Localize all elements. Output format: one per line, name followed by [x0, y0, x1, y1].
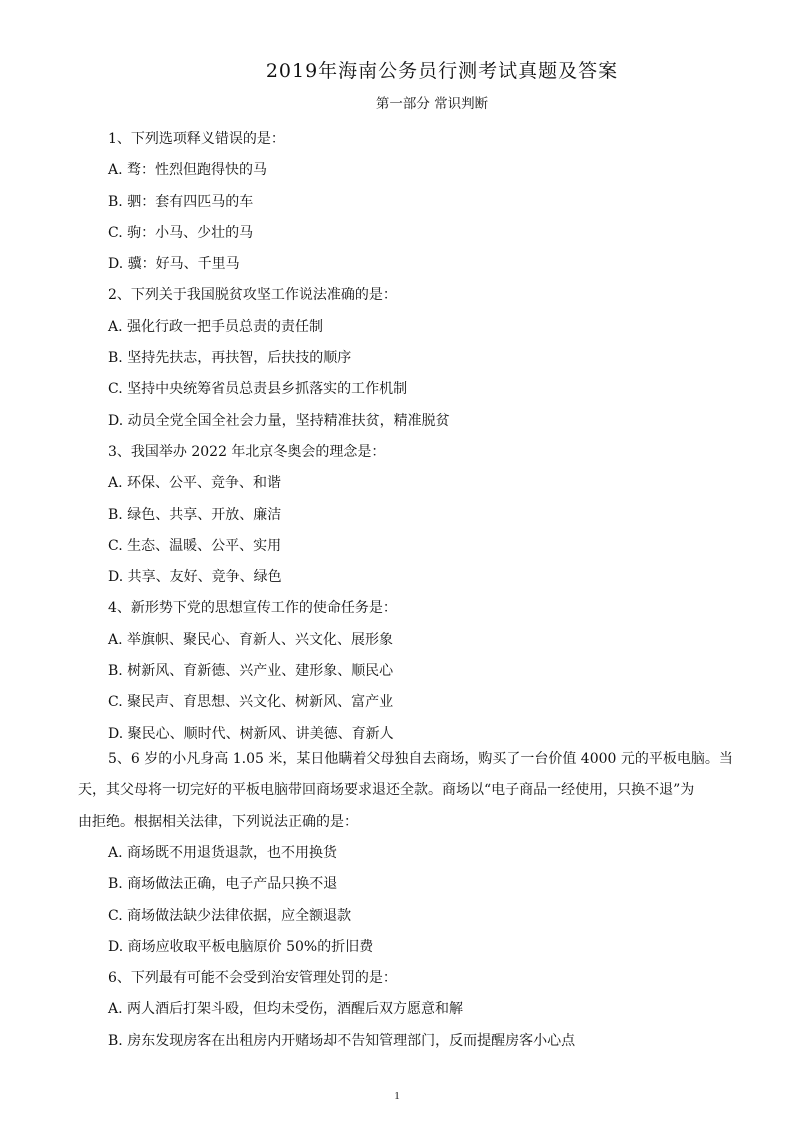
option-c: C. 驹：小马、少壮的马 [108, 224, 254, 241]
question-stem-line: 5、6 岁的小凡身高 1.05 米，某日他瞒着父母独自去商场，购买了一台价值 4000 元的平板电脑。当 [108, 751, 733, 767]
option-a: A. 强化行政一把手员总责的责任制 [108, 318, 324, 335]
option-c: C. 生态、温暖、公平、实用 [108, 537, 282, 554]
page-number: 1 [394, 1090, 400, 1102]
option-d: D. 商场应收取平板电脑原价 50%的折旧费 [108, 938, 374, 955]
option-d: D. 共享、友好、竞争、绿色 [108, 569, 282, 586]
question-stem: 3、我国举办 2022 年北京冬奥会的理念是： [108, 443, 386, 460]
option-c: C. 商场做法缺少法律依据，应全额退款 [108, 907, 352, 924]
option-c: C. 坚持中央统筹省员总责县乡抓落实的工作机制 [108, 381, 408, 398]
option-d: D. 骥：好马、千里马 [108, 256, 240, 273]
option-a: A. 两人酒后打架斗殴，但均未受伤，酒醒后双方愿意和解 [108, 1001, 464, 1018]
question-stem-line: 天，其父母将一切完好的平板电脑带回商场要求退还全款。商场以“电子商品一经使用，只换不退”为 [78, 782, 695, 799]
option-d: D. 动员全党全国全社会力量，坚持精准扶贫，精准脱贫 [108, 412, 450, 429]
questions-block-1 [108, 124, 718, 750]
document-title: 2019年海南公务员行测考试真题及答案 [265, 60, 619, 82]
question-stem: 4、新形势下党的思想宣传工作的使命任务是： [108, 600, 397, 617]
option-c: C. 聚民声、育思想、兴文化、树新风、富产业 [108, 694, 394, 711]
question-stem: 2、下列关于我国脱贫攻坚工作说法准确的是： [108, 287, 397, 304]
option-b: B. 驷：套有四匹马的车 [108, 193, 254, 210]
section-heading: 第一部分 常识判断 [375, 96, 489, 112]
question-stem-line: 由拒绝。根据相关法律，下列说法正确的是： [78, 813, 358, 830]
question-stem: 6、下列最有可能不会受到治安管理处罚的是： [108, 970, 397, 987]
option-b: B. 树新风、育新德、兴产业、建形象、顺民心 [108, 663, 394, 680]
option-b: B. 绿色、共享、开放、廉洁 [108, 506, 282, 523]
question-stem: 1、下列选项释义错误的是： [108, 131, 285, 147]
option-b: B. 房东发现房客在出租房内开赌场却不告知管理部门，反而提醒房客小心点 [108, 1032, 576, 1049]
question-5-stem [78, 744, 733, 838]
option-a: A. 骛：性烈但跑得快的马 [108, 162, 268, 179]
questions-block-2 [108, 838, 718, 1057]
option-a: A. 环保、公平、竞争、和谐 [108, 475, 282, 492]
option-b: B. 商场做法正确，电子产品只换不退 [108, 876, 338, 893]
option-a: A. 举旗帜、聚民心、育新人、兴文化、展形象 [108, 631, 394, 648]
option-a: A. 商场既不用退货退款，也不用换货 [108, 845, 338, 861]
option-b: B. 坚持先扶志，再扶智，后扶技的顺序 [108, 350, 352, 367]
option-d: D. 聚民心、顺时代、树新风、讲美德、育新人 [108, 725, 394, 742]
